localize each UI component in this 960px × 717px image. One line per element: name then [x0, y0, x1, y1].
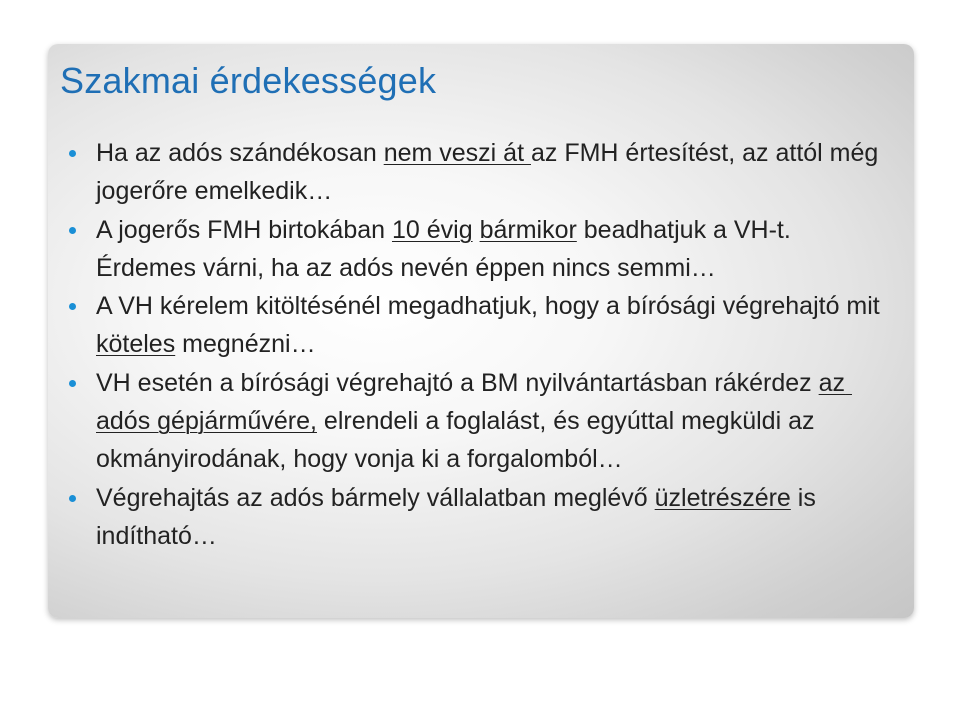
underlined-text: köteles: [96, 330, 176, 359]
bullet-text: beadhatjuk a VH-t. Érdemes várni, ha az adós nevén éppen nincs semmi…: [96, 215, 798, 282]
bullet-item: [48, 287, 914, 364]
slide-title: Szakmai érdekességek: [60, 60, 437, 101]
bullet-text: VH esetén a bírósági végrehajtó a BM nyilvántartásban rákérdez: [96, 368, 819, 397]
bullet-text: Ha az adós szándékosan: [96, 139, 384, 167]
underlined-text: üzletrészére: [654, 483, 791, 512]
bullet-item: [48, 211, 914, 288]
bullet-dot-icon: [69, 227, 76, 234]
underlined-text: bármikor: [479, 215, 577, 244]
underlined-text: nem veszi át: [383, 139, 531, 167]
bullet-item: [48, 479, 914, 556]
bullet-text: elrendeli a foglalást, és egyúttal megküldi az okmányirodának, hogy vonja ki a forgalomból…: [96, 407, 822, 474]
bullet-dot-icon: [69, 150, 76, 157]
slide-panel: [48, 44, 914, 618]
bullet-text: A VH kérelem kitöltésénél megadhatjuk, hogy a bírósági végrehajtó mit: [96, 292, 887, 321]
bullet-text: az FMH értesítést, az attól még jogerőre emelkedik…: [96, 139, 886, 206]
bullet-text: Végrehajtás az adós bármely vállalatban meglévő: [96, 483, 655, 512]
bullet-item: [48, 134, 914, 211]
bullet-dot-icon: [69, 303, 76, 310]
bullet-text: is indítható…: [96, 483, 823, 550]
bullet-text: [473, 216, 480, 244]
bullet-list: [48, 134, 914, 555]
bullet-text: A jogerős FMH birtokában: [96, 215, 392, 244]
underlined-text: 10 évig: [391, 215, 473, 244]
bullet-item: [48, 364, 914, 479]
bullet-dot-icon: [69, 495, 76, 502]
underlined-text: az adós gépjárművére,: [96, 368, 852, 436]
bullet-dot-icon: [69, 380, 76, 387]
bullet-text: megnézni…: [175, 330, 316, 359]
